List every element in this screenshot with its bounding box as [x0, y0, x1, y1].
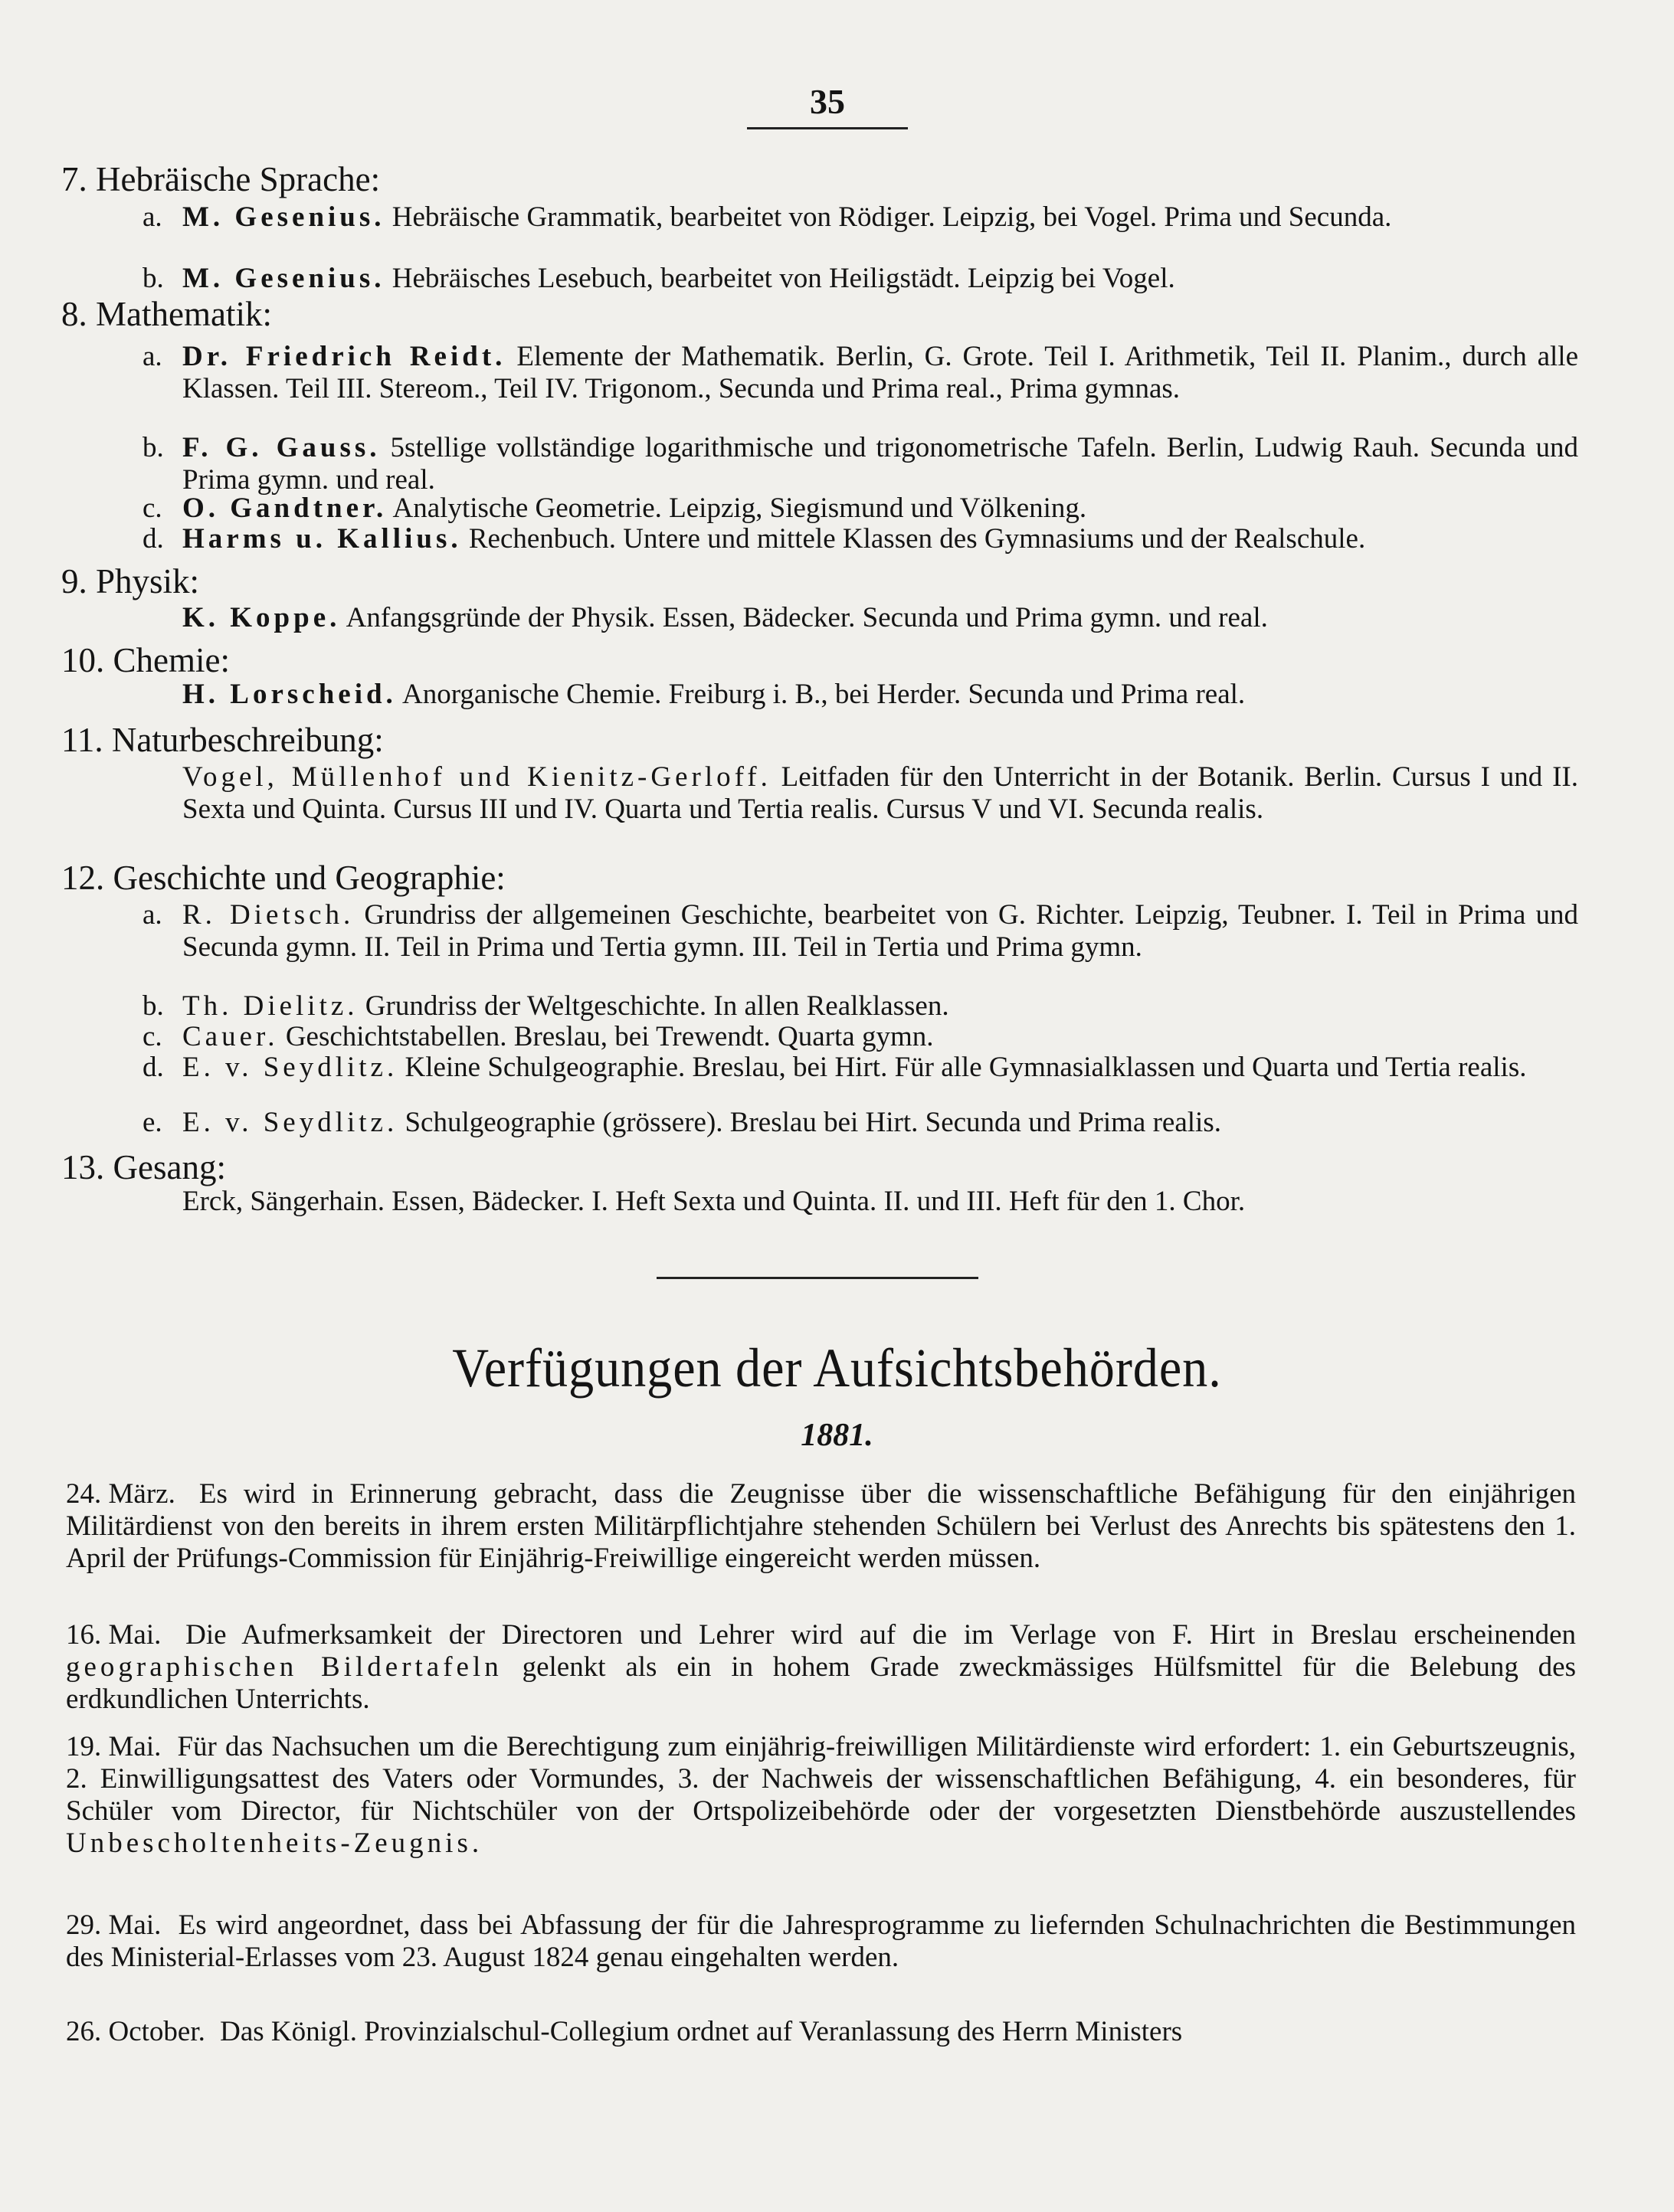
entry-marker: d. [143, 1052, 164, 1083]
section-name: Naturbeschreibung: [111, 721, 384, 759]
book-entry [143, 523, 1578, 555]
entry-author: M. Gesenius. [182, 201, 385, 233]
section-number: 9. [61, 562, 87, 600]
decree-entry [66, 2016, 1576, 2048]
entry-author: O. Gandtner. [182, 492, 388, 524]
entry-text: Anfangsgründe der Physik. Essen, Bädecker. Secunda und Prima gymn. und real. [340, 602, 1268, 633]
entry-author: Harms u. Kallius. [182, 523, 462, 555]
book-entry [143, 432, 1578, 496]
entry-text: Elemente der Mathematik. Berlin, G. Grote. Teil I. Arithmetik, Teil II. Planim., durch alle Klassen. Teil III. Stereom., Teil IV. Trigonom., Secunda und Prima real., Prima gymnas. [182, 341, 1579, 404]
entry-marker: d. [143, 523, 164, 555]
entry-text: Erck, Sängerhain. Essen, Bädecker. I. Heft Sexta und Quinta. II. und III. Heft für den 1. Chor. [182, 1186, 1246, 1217]
entry-marker: a. [143, 201, 162, 233]
book-entry [143, 1021, 1578, 1053]
entry-text: 5stellige vollständige logarithmische und trigonometrische Tafeln. Berlin, Ludwig Rauh. Secunda und Prima gymn. und real. [182, 432, 1578, 496]
entry-text: Anorganische Chemie. Freiburg i. B., bei Herder. Secunda und Prima real. [396, 679, 1246, 710]
entry-text: Hebräisches Lesebuch, bearbeitet von Heiligstädt. Leipzig bei Vogel. [385, 263, 1175, 294]
section-name: Physik: [96, 562, 200, 600]
entry-text: Hebräische Grammatik, bearbeitet von Rödiger. Leipzig, bei Vogel. Prima und Secunda. [385, 201, 1392, 233]
entry-marker: c. [143, 1021, 162, 1052]
section-number: 10. [61, 641, 105, 679]
book-entry [143, 263, 1578, 295]
entry-text: Kleine Schulgeographie. Breslau, bei Hirt. Für alle Gymnasialklassen und Quarta und Tertia realis. [398, 1052, 1527, 1083]
entry-author: K. Koppe. [182, 602, 341, 633]
section-name: Chemie: [113, 641, 230, 679]
entry-marker: b. [143, 263, 164, 294]
section-name: Mathematik: [96, 295, 272, 333]
section-number: 11. [61, 721, 103, 759]
book-entry [143, 201, 1578, 234]
decree-entry [66, 1478, 1576, 1575]
decree-text: Das Königl. Provinzialschul-Collegium ordnet auf Veranlassung des Herrn Ministers [220, 2016, 1183, 2047]
entry-text: Analytische Geometrie. Leipzig, Siegismund und Völkening. [387, 492, 1087, 524]
decree-entry [66, 1731, 1576, 1860]
entry-author: R. Dietsch. [182, 899, 355, 931]
page-number: 35 [810, 82, 845, 121]
decree-date: 16. Mai. [66, 1619, 162, 1651]
book-entry [143, 1107, 1578, 1139]
book-entry [143, 899, 1578, 964]
decree-spaced-text: geographischen Bildertafeln [66, 1651, 503, 1683]
entry-marker: b. [143, 432, 164, 463]
entry-text: Schulgeographie (grössere). Breslau bei Hirt. Secunda und Prima realis. [398, 1107, 1221, 1138]
book-entry [182, 1186, 1578, 1218]
entry-marker: b. [143, 990, 164, 1022]
section-name: Gesang: [113, 1148, 226, 1186]
decree-text-end: . [471, 1828, 480, 1859]
decree-text: Es wird angeordnet, dass bei Abfassung der für die Jahresprogramme zu liefernden Schulnachrichten die Bestimmungen des Ministerial-Erlasses vom 23. August 1824 genau eingehalten werden. [66, 1909, 1576, 1973]
section-number: 13. [61, 1148, 105, 1186]
section-number: 8. [61, 295, 87, 333]
entry-author: E. v. Seydlitz. [182, 1052, 398, 1083]
book-entry [143, 990, 1578, 1023]
book-entry [182, 602, 1578, 634]
entry-author: Th. Dielitz. [182, 990, 359, 1022]
entry-author: Cauer. [182, 1021, 279, 1052]
decree-date: 19. Mai. [66, 1731, 162, 1762]
entry-text: Geschichtstabellen. Breslau, bei Trewendt. Quarta gymn. [278, 1021, 934, 1052]
decree-text: Die Aufmerksamkeit der Directoren und Lehrer wird auf die im Verlage von F. Hirt in Breslau erscheinenden [185, 1619, 1577, 1651]
section-title [61, 861, 506, 895]
entry-author: Dr. Friedrich Reidt. [182, 341, 506, 372]
book-entry [143, 1052, 1578, 1084]
entry-marker: a. [143, 899, 162, 931]
decree-date: 24. März. [66, 1478, 175, 1510]
section-number: 12. [61, 859, 105, 897]
decree-entry [66, 1909, 1576, 1974]
book-entry [182, 761, 1578, 826]
entry-author: M. Gesenius. [182, 263, 385, 294]
section-title [61, 297, 272, 332]
page-number-rule [747, 127, 908, 129]
section-title [61, 643, 230, 678]
decree-date: 29. Mai. [66, 1909, 162, 1941]
entry-text: Grundriss der Weltgeschichte. In allen Realklassen. [358, 990, 949, 1022]
entry-author: H. Lorscheid. [182, 679, 397, 710]
decree-text: Es wird in Erinnerung gebracht, dass die Zeugnisse über die wissenschaftliche Befähigung für den einjährigen Militärdienst von den bereits in ihrem ersten Militärpflichtjahre stehenden Schülern bei Verlust des Anrechts bis spätestens den 1. April der Prüfungs-Commission für Einjährig-Freiwillige eingereicht werden müssen. [66, 1478, 1577, 1574]
entry-marker: a. [143, 341, 162, 372]
year-heading: 1881. [801, 1418, 873, 1453]
decree-text: Für das Nachsuchen um die Berechtigung zum einjährig-freiwilligen Militärdienste wird erfordert: 1. ein Geburtszeugnis, 2. Einwilligungsattest des Vaters oder Vormundes, 3. der Nachweis der wissenschaftlichen Befähigung, 4. ein besonderes, für Schüler vom Director, für Nichtschüler von der Ortspolizeibehörde oder der vorgesetzten Dienstbehörde auszustellendes [66, 1731, 1576, 1827]
entry-author: Vogel, Müllenhof und Kienitz-Gerloff. [182, 761, 771, 793]
section-title [61, 564, 199, 599]
section-name: Geschichte und Geographie: [113, 859, 506, 897]
book-entry [143, 492, 1578, 525]
decree-entry [66, 1619, 1576, 1716]
section-name: Hebräische Sprache: [96, 160, 381, 198]
entry-marker: c. [143, 492, 162, 524]
entry-text: Grundriss der allgemeinen Geschichte, bearbeitet von G. Richter. Leipzig, Teubner. I. Teil in Prima und Secunda gymn. II. Teil in Prima und Tertia gymn. III. Teil in Tertia und Prima gymn. [182, 899, 1578, 963]
decree-text-end: gelenkt als ein in hohem Grade zweckmässiges Hülfsmittel für die Belebung des erdkundlichen Unterrichts. [66, 1651, 1576, 1715]
section-title [61, 1150, 226, 1185]
decree-spaced-text: Unbescholtenheits-Zeugnis [66, 1828, 472, 1859]
entry-author: F. G. Gauss. [182, 432, 381, 463]
entry-author: E. v. Seydlitz. [182, 1107, 398, 1138]
section-title [61, 723, 384, 758]
book-entry [182, 679, 1578, 711]
section-title [61, 162, 380, 197]
entry-text: Rechenbuch. Untere und mittele Klassen des Gymnasiums und der Realschule. [461, 523, 1366, 555]
entry-text: Leitfaden für den Unterricht in der Botanik. Berlin. Cursus I und II. Sexta und Quinta. Cursus III und IV. Quarta und Tertia realis. Cursus V und VI. Secunda realis. [182, 761, 1578, 825]
decree-date: 26. October. [66, 2016, 205, 2047]
section-number: 7. [61, 160, 87, 198]
entry-marker: e. [143, 1107, 162, 1138]
section-heading: Verfügungen der Aufsichtsbehörden. [452, 1337, 1222, 1399]
book-entry [143, 341, 1579, 405]
separator-rule [657, 1277, 978, 1279]
